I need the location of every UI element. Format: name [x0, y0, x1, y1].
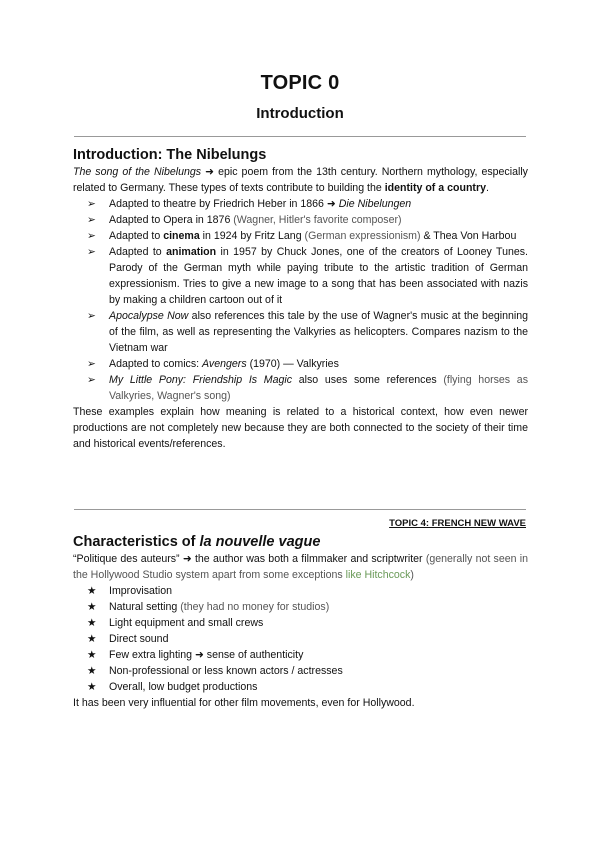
nibelungs-intro [73, 164, 528, 196]
arrowhead-bullet-icon: ➢ [87, 374, 96, 386]
item-text: Adapted to [109, 230, 164, 242]
item-bold: animation [166, 246, 217, 258]
intro-quote: “Politique des auteurs” [73, 553, 183, 565]
arrowhead-bullet-icon: ➢ [87, 198, 96, 210]
item-text: sense of authenticity [203, 649, 304, 661]
list-item [73, 372, 528, 404]
page-title: TOPIC 0 [260, 72, 340, 94]
intro-title: The song of the Nibelungs [73, 166, 202, 178]
item-italic: Die Nibelungen [338, 198, 412, 210]
list-item [73, 631, 528, 647]
intro-text: the author was both a filmmaker and scriptwriter [191, 553, 426, 565]
list-item [73, 212, 528, 228]
item-bold: cinema [163, 230, 200, 242]
intro-note: (generally not seen in the Hollywood Studio system apart from some exceptions [73, 553, 528, 581]
list-item [73, 599, 528, 615]
list-item [73, 244, 528, 308]
star-bullet-icon: ★ [87, 601, 97, 613]
arrowhead-bullet-icon: ➢ [87, 358, 96, 370]
item-text: Light equipment and small crews [109, 617, 264, 629]
item-text: Adapted to comics: [109, 358, 203, 370]
page-subtitle: Introduction [256, 105, 344, 122]
list-item [73, 679, 528, 695]
item-text: Adapted to Opera in 1876 [109, 214, 234, 226]
item-text: Adapted to theatre by Friedrich Heber in 1866 [109, 198, 327, 210]
list-item [73, 228, 528, 244]
item-text: Natural setting [109, 601, 181, 613]
nibelungs-conclusion: These examples explain how meaning is related to a historical context, how even newer productions are not completely new because they are both connected to the society of their time and historical events/references. [73, 406, 528, 450]
section-nouvelle-vague [73, 533, 528, 711]
item-text: Direct sound [109, 633, 169, 645]
item-note: (they had no money for studios) [180, 601, 330, 613]
list-item [73, 647, 528, 663]
star-bullet-icon: ★ [87, 665, 97, 677]
intro-highlight: like Hitchcock [345, 569, 411, 581]
item-text: in 1924 by Fritz Lang [199, 230, 305, 242]
section-heading-nibelungs: Introduction: The Nibelungs [73, 147, 267, 163]
arrowhead-bullet-icon: ➢ [87, 246, 96, 258]
item-text: also references this tale by the use of Wagner's music at the beginning of the film, as well as representing the Valkyries as helicopters. Compares nazism to the Vietnam war [109, 310, 529, 354]
list-item [73, 615, 528, 631]
heading-italic: la nouvelle vague [199, 534, 321, 550]
intro-text: epic poem from the 13th century. Northern mythology, especially related to Germany. These types of texts contribute to building the [73, 166, 528, 194]
list-item [73, 196, 528, 212]
star-bullet-icon: ★ [87, 681, 97, 693]
heading-plain: Characteristics of [73, 534, 200, 550]
item-text: & Thea Von Harbou [420, 230, 517, 242]
nouvelle-vague-conclusion: It has been very influential for other film movements, even for Hollywood. [73, 697, 415, 709]
star-bullet-icon: ★ [87, 617, 97, 629]
arrowhead-bullet-icon: ➢ [87, 310, 96, 322]
arrowhead-bullet-icon: ➢ [87, 230, 96, 242]
nouvelle-vague-intro [73, 551, 528, 583]
star-bullet-icon: ★ [87, 649, 97, 661]
item-text: Non-professional or less known actors / actresses [109, 665, 343, 677]
item-note: (Wagner, Hitler's favorite composer) [233, 214, 402, 226]
item-note: (German expressionism) [304, 230, 421, 242]
section-heading-nouvelle-vague [73, 533, 528, 551]
arrow-icon: ➜ [326, 198, 336, 210]
adaptations-list [73, 196, 528, 404]
item-italic: Avengers [202, 358, 247, 370]
item-text: Adapted to [109, 246, 167, 258]
arrow-icon: ➜ [205, 166, 215, 178]
characteristics-list [73, 583, 528, 695]
item-text: Overall, low budget productions [109, 681, 258, 693]
list-item [73, 583, 528, 599]
arrow-icon: ➜ [194, 649, 204, 661]
item-text: also uses some references [292, 374, 444, 386]
intro-end: . [485, 182, 489, 194]
arrowhead-bullet-icon: ➢ [87, 214, 96, 226]
star-bullet-icon: ★ [87, 585, 97, 597]
topic-label: TOPIC 4: FRENCH NEW WAVE [389, 518, 526, 529]
intro-note-end: ) [410, 569, 414, 581]
star-bullet-icon: ★ [87, 633, 97, 645]
item-text: in 1957 by Chuck Jones, one of the creators of Looney Tunes. Parody of the German myth while paying tribute to the artistic tradition of German expressionism. Tries to give a new image to a song that has been associated with nazis by making a children cartoon out of it [109, 246, 528, 306]
item-italic: My Little Pony: Friendship Is Magic [109, 374, 293, 386]
divider-middle [74, 509, 526, 510]
intro-bold: identity of a country [384, 182, 486, 194]
list-item [73, 356, 528, 372]
item-note: (flying horses as Valkyries, Wagner's song) [109, 374, 528, 402]
list-item [73, 308, 528, 356]
list-item [73, 663, 528, 679]
item-text: Few extra lighting [109, 649, 195, 661]
arrow-icon: ➜ [182, 553, 192, 565]
item-text: (1970) — Valkyries [246, 358, 339, 370]
item-text: Improvisation [109, 585, 172, 597]
section-nibelungs [73, 146, 528, 452]
divider-top [74, 136, 526, 137]
item-italic: Apocalypse Now [109, 310, 189, 322]
